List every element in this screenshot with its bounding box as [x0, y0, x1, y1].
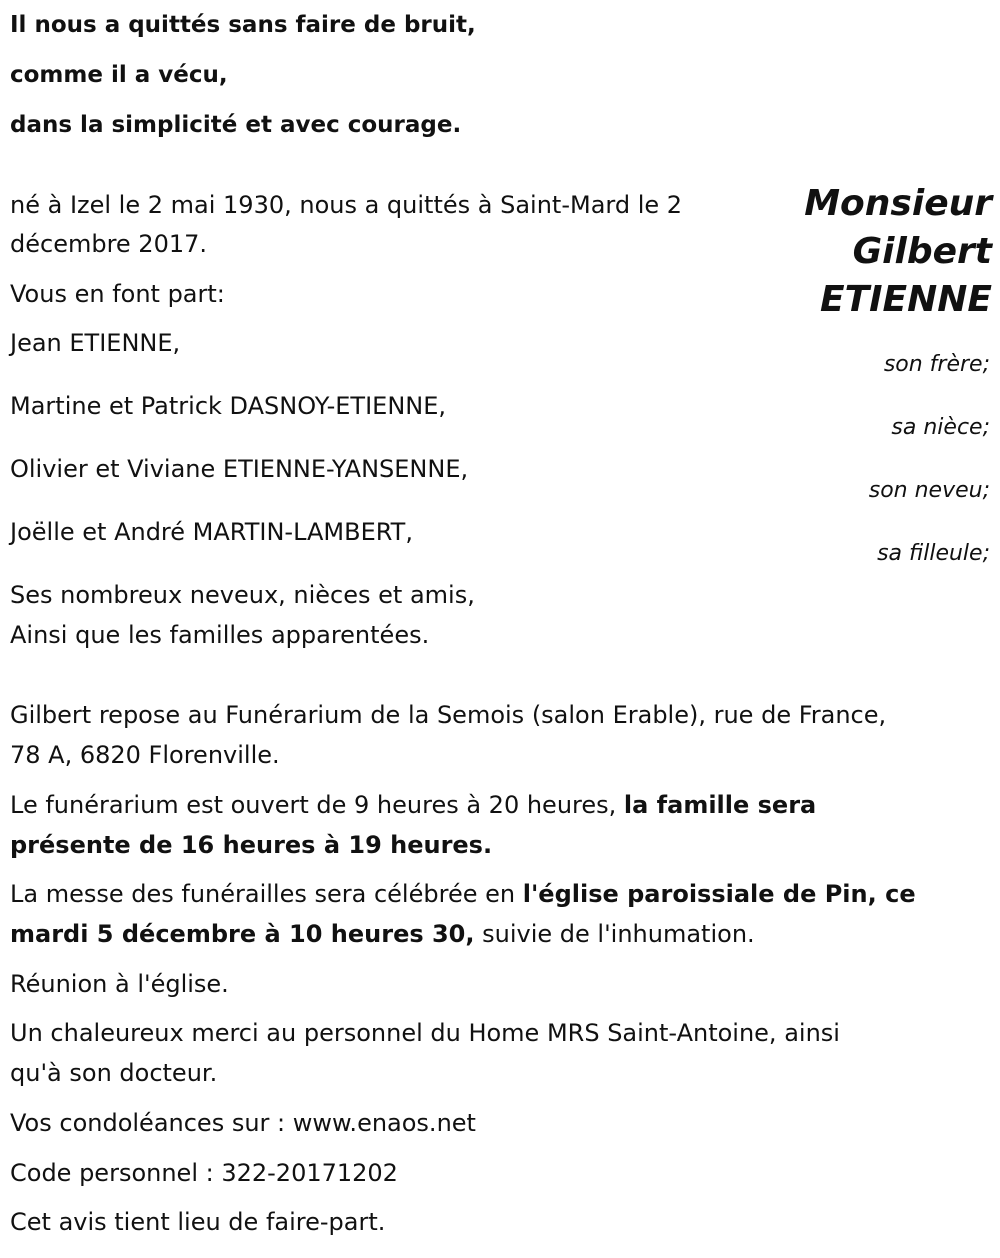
- thanks-line-1: Un chaleureux merci au personnel du Home MRS Saint-Antoine, ainsi: [10, 1019, 840, 1047]
- family-relation-2: sa nièce;: [891, 415, 990, 440]
- family-relation-3: son neveu;: [868, 478, 990, 503]
- family-relation-4: sa filleule;: [877, 541, 990, 566]
- repose-line-1: Gilbert repose au Funérarium de la Semois (salon Erable), rue de France,: [10, 701, 887, 729]
- notice-text: Cet avis tient lieu de faire-part.: [10, 1208, 386, 1236]
- family-member-3: Olivier et Viviane ETIENNE-YANSENNE,: [10, 455, 469, 483]
- reunion-text: Réunion à l'église.: [10, 970, 229, 998]
- intro-line-2: comme il a vécu,: [10, 62, 228, 88]
- mass-normal-1: La messe des funérailles sera célébrée en: [10, 880, 523, 908]
- family-member-4: Joëlle et André MARTIN-LAMBERT,: [10, 518, 413, 546]
- hours-line-2: [10, 825, 492, 865]
- mass-line-2: [10, 914, 755, 954]
- mass-normal-2: suivie de l'inhumation.: [474, 920, 755, 948]
- birth-death-line-1: né à Izel le 2 mai 1930, nous a quittés à Saint-Mard le 2: [10, 191, 683, 219]
- personal-code: Code personnel : 322-20171202: [10, 1159, 398, 1187]
- deceased-title: Monsieur: [804, 183, 992, 224]
- others-line-2: Ainsi que les familles apparentées.: [10, 621, 430, 649]
- deceased-name: [804, 180, 992, 324]
- family-relation-1: son frère;: [883, 352, 990, 377]
- hours-bold-1: la famille sera: [623, 791, 817, 819]
- intro-line-3: dans la simplicité et avec courage.: [10, 112, 462, 138]
- hours-bold-2: présente de 16 heures à 19 heures.: [10, 831, 493, 859]
- hours-line-1: [10, 785, 816, 825]
- birth-death-line-2: décembre 2017.: [10, 230, 208, 258]
- hours-normal: Le funérarium est ouvert de 9 heures à 20 heures,: [10, 791, 624, 819]
- mass-bold-2: mardi 5 décembre à 10 heures 30,: [10, 920, 475, 948]
- announce-text: Vous en font part:: [10, 280, 225, 308]
- others-line-1: Ses nombreux neveux, nièces et amis,: [10, 581, 475, 609]
- deceased-first-name: Gilbert: [852, 231, 992, 272]
- condolences-text: Vos condoléances sur : www.enaos.net: [10, 1109, 476, 1137]
- thanks-line-2: qu'à son docteur.: [10, 1059, 218, 1087]
- intro-line-1: Il nous a quittés sans faire de bruit,: [10, 12, 476, 38]
- family-member-1: Jean ETIENNE,: [10, 329, 181, 357]
- mass-line-1: [10, 874, 916, 914]
- deceased-last-name: ETIENNE: [820, 279, 992, 320]
- mass-bold-1: l'église paroissiale de Pin, ce: [522, 880, 916, 908]
- family-member-2: Martine et Patrick DASNOY-ETIENNE,: [10, 392, 447, 420]
- repose-line-2: 78 A, 6820 Florenville.: [10, 741, 280, 769]
